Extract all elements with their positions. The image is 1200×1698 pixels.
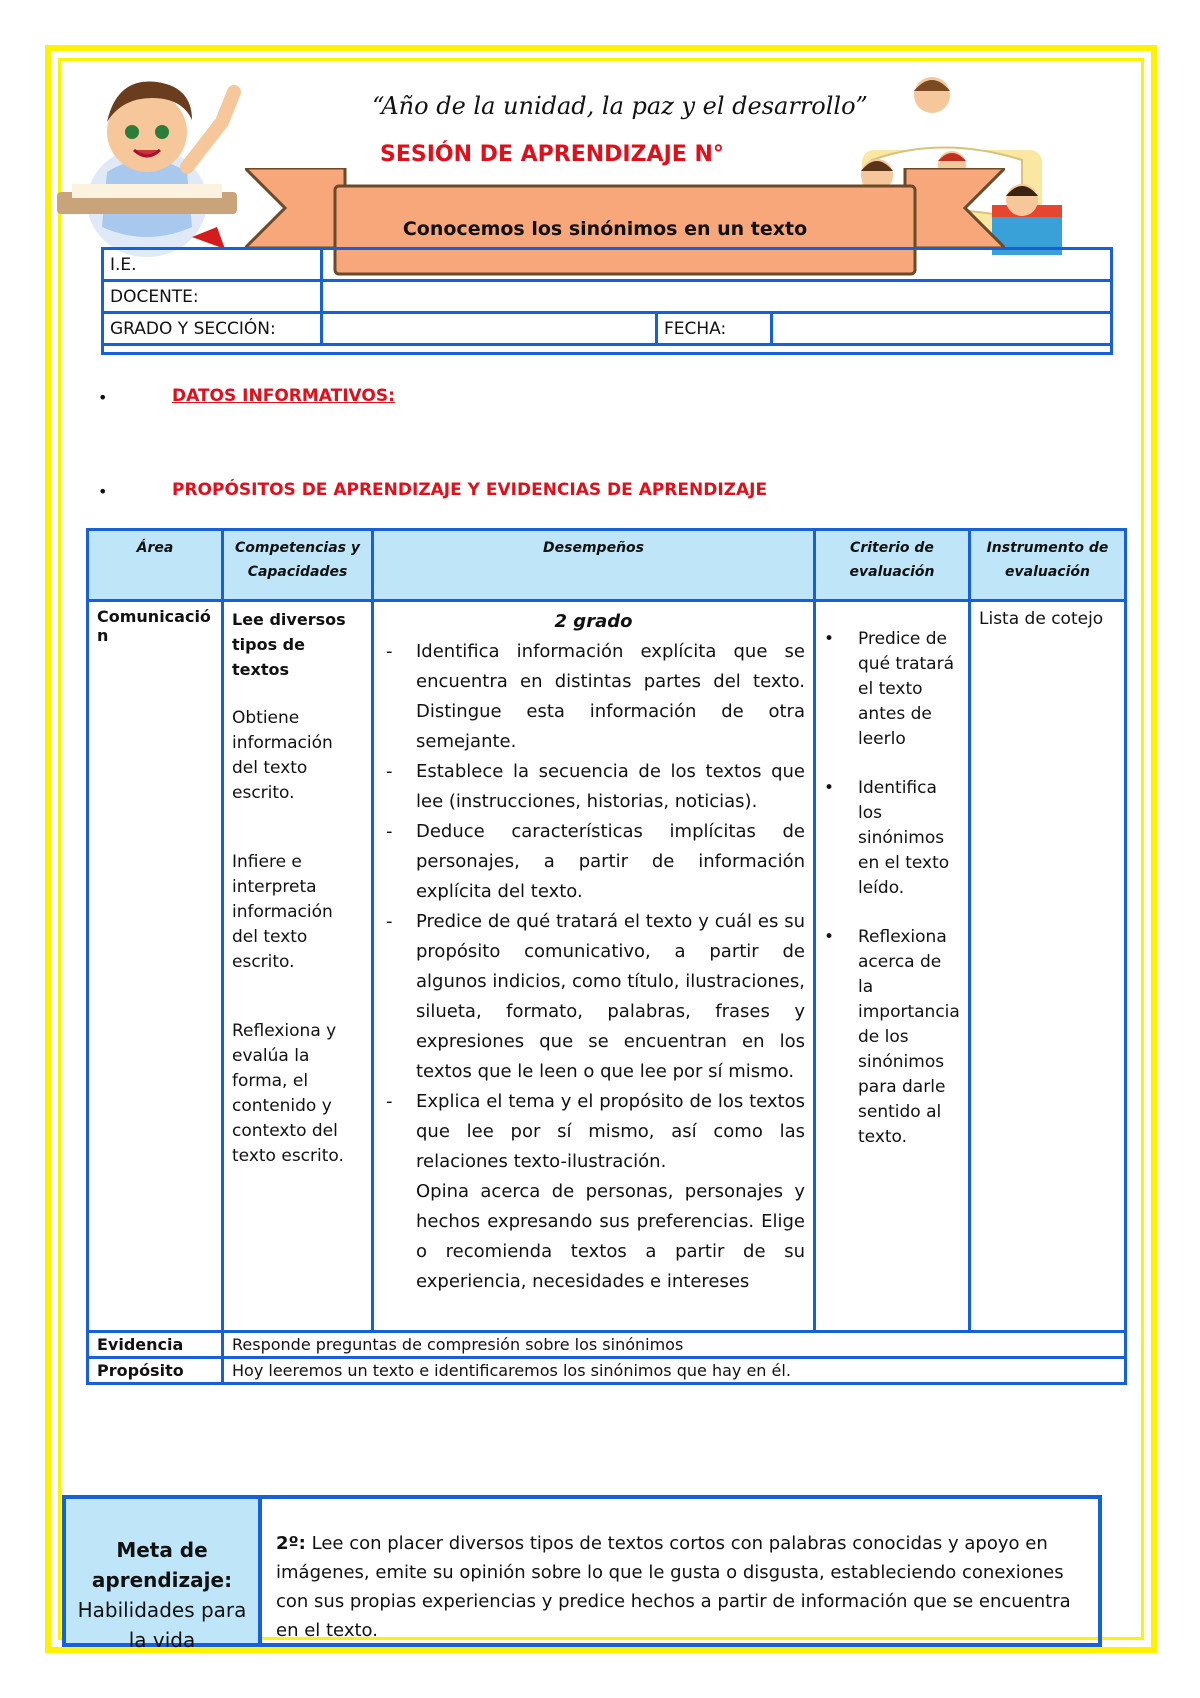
info-table <box>101 247 1113 346</box>
area-value: Comunicación <box>97 607 211 645</box>
propositos-heading: PROPÓSITOS DE APRENDIZAJE Y EVIDENCIAS DE APRENDIZAJE <box>172 480 768 500</box>
docente-value[interactable] <box>322 281 1112 313</box>
desempeno-item: - Identifica información explícita que se encuentra en distintas partes del texto. Distingue esta información de otra semejante. <box>416 637 805 757</box>
instrumento-cell: Lista de cotejo <box>970 601 1126 1332</box>
ie-value[interactable] <box>322 249 1112 281</box>
motto-text: “Año de la unidad, la paz y el desarrollo” <box>372 92 868 120</box>
header-instrumento: Instrumento de evaluación <box>970 530 1126 601</box>
desempeno-item: - Explica el tema y el propósito de los textos que lee por sí mismo, así como las relaciones texto-ilustración. <box>416 1087 805 1177</box>
header-desempenos: Desempeños <box>373 530 815 601</box>
bullet-datos: • <box>98 388 108 407</box>
capacidad-1: Obtiene información del texto escrito. <box>232 708 333 803</box>
session-title: SESIÓN DE APRENDIZAJE N° <box>380 142 724 167</box>
evidencia-label: Evidencia <box>88 1332 223 1358</box>
meta-grade: 2º: <box>276 1533 306 1554</box>
desempenos-list <box>382 637 805 1177</box>
desempeno-item: - Establece la secuencia de los textos que lee (instrucciones, historias, noticias). <box>416 757 805 817</box>
meta-title: Meta de aprendizaje: <box>91 1538 233 1592</box>
proposito-label: Propósito <box>88 1358 223 1384</box>
meta-box <box>62 1495 1102 1652</box>
grado-value[interactable] <box>322 313 657 345</box>
purposes-table <box>86 528 1127 1385</box>
ie-label: I.E. <box>103 249 322 281</box>
grado-label: GRADO Y SECCIÓN: <box>103 313 322 345</box>
meta-subtitle: Habilidades para la vida <box>77 1598 247 1652</box>
area-cell <box>88 601 223 1332</box>
criterio-item: • Reflexiona acerca de la importancia de los sinónimos para darle sentido al texto. <box>858 925 960 1150</box>
topic-title: Conocemos los sinónimos en un texto <box>402 218 808 240</box>
docente-label: DOCENTE: <box>103 281 322 313</box>
grado-heading: 2 grado <box>554 611 633 632</box>
proposito-value: Hoy leeremos un texto e identificaremos los sinónimos que hay en él. <box>223 1358 1126 1384</box>
datos-heading: DATOS INFORMATIVOS: <box>172 386 395 406</box>
meta-text-cell <box>262 1499 1098 1643</box>
competencia-value: Lee diversos tipos de textos <box>232 610 346 679</box>
header-area: Área <box>88 530 223 601</box>
desempeno-item: - Predice de qué tratará el texto y cuál es su propósito comunicativo, a partir de algunos indicios, como título, ilustraciones, silueta, formato, palabras, frases y expresiones que se encuentran en los textos que le leen o que lee por sí mismo. <box>416 907 805 1087</box>
competencias-cell <box>223 601 373 1332</box>
fecha-value[interactable] <box>772 313 1112 345</box>
criterio-item: • Predice de qué tratará el texto antes de leerlo <box>858 627 960 752</box>
bullet-propositos: • <box>98 482 108 501</box>
meta-label-cell <box>66 1499 262 1652</box>
header-criterio: Criterio de evaluación <box>815 530 970 601</box>
meta-text: Lee con placer diversos tipos de textos cortos con palabras conocidas y apoyo en imágenes, emite su opinión sobre lo que le gusta o disgusta, estableciendo conexiones con sus propias experiencias y predice hechos a partir de información que se encuentra en el texto. <box>276 1533 1071 1641</box>
criterio-list <box>824 627 960 1150</box>
header-competencias: Competencias y Capacidades <box>223 530 373 601</box>
desempeno-item: - Deduce características implícitas de personajes, a partir de información explícita del texto. <box>416 817 805 907</box>
capacidad-3: Reflexiona y evalúa la forma, el contenido y contexto del texto escrito. <box>232 1021 344 1166</box>
evidencia-value: Responde preguntas de compresión sobre los sinónimos <box>223 1332 1126 1358</box>
capacidad-2: Infiere e interpreta información del texto escrito. <box>232 852 333 972</box>
fecha-label: FECHA: <box>657 313 772 345</box>
criterio-item: • Identifica los sinónimos en el texto leído. <box>858 776 960 901</box>
desempenos-cell <box>373 601 815 1332</box>
criterio-cell <box>815 601 970 1332</box>
desempeno-extra: Opina acerca de personas, personajes y hechos expresando sus preferencias. Elige o recomienda textos a partir de su experiencia, necesidades e intereses <box>416 1181 805 1292</box>
